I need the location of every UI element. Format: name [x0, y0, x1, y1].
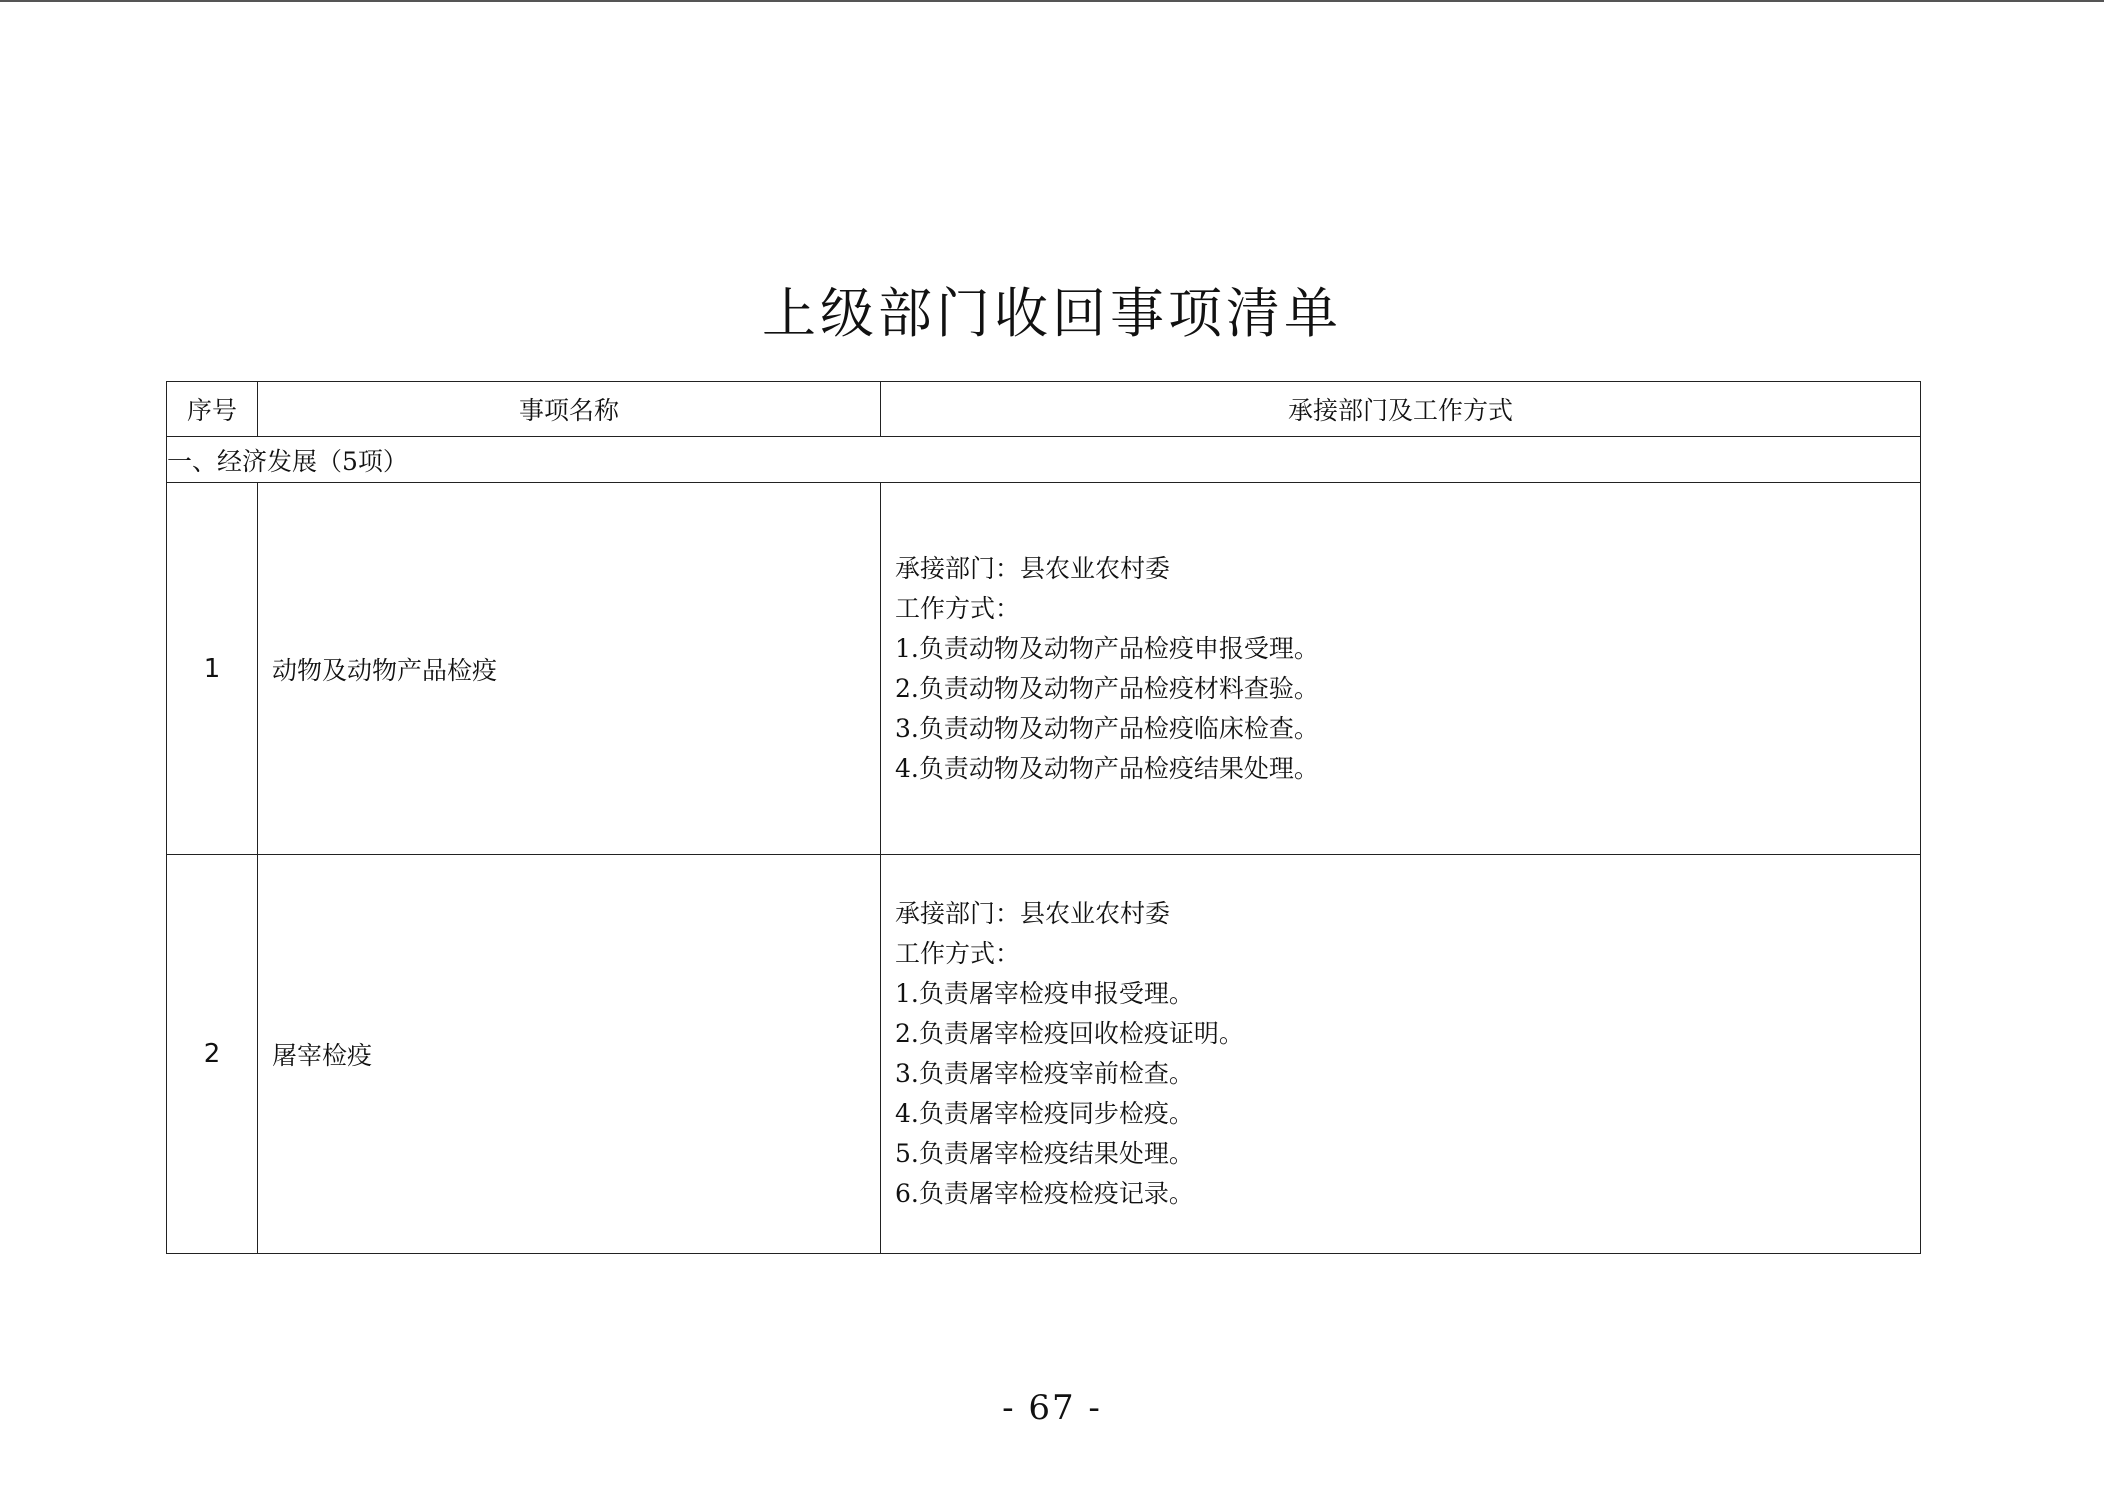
method-line: 承接部门：县农业农村委 — [895, 553, 1171, 583]
method-line: 工作方式： — [895, 593, 1021, 623]
method-line: 3.负责屠宰检疫宰前检查。 — [895, 1059, 1194, 1088]
method-line: 1.负责动物及动物产品检疫申报受理。 — [895, 633, 1319, 663]
method-line: 工作方式： — [895, 939, 1021, 968]
header-method: 承接部门及工作方式 — [881, 382, 1921, 437]
header-seq: 序号 — [167, 382, 258, 437]
method-line: 2.负责动物及动物产品检疫材料查验。 — [895, 673, 1319, 703]
section-row — [167, 437, 1921, 483]
method-line: 1.负责屠宰检疫申报受理。 — [895, 979, 1194, 1008]
row-method — [881, 483, 1921, 855]
header-name: 事项名称 — [258, 382, 881, 437]
section-label: 一、经济发展（5项） — [167, 437, 1921, 483]
top-border-rule — [0, 0, 2104, 2]
method-line: 4.负责动物及动物产品检疫结果处理。 — [895, 753, 1319, 783]
method-line: 2.负责屠宰检疫回收检疫证明。 — [895, 1019, 1244, 1048]
method-line: 6.负责屠宰检疫检疫记录。 — [895, 1179, 1194, 1208]
row-seq: 1 — [167, 483, 258, 855]
row-seq: 2 — [167, 855, 258, 1254]
table-row — [167, 855, 1921, 1254]
row-method — [881, 855, 1921, 1254]
method-line: 4.负责屠宰检疫同步检疫。 — [895, 1099, 1194, 1128]
method-line: 5.负责屠宰检疫结果处理。 — [895, 1139, 1194, 1168]
document-title: 上级部门收回事项清单 — [762, 282, 1342, 346]
row-name: 屠宰检疫 — [258, 855, 881, 1254]
page-number: - 67 - — [1002, 1388, 1102, 1428]
table-header-row — [167, 382, 1921, 437]
method-line: 3.负责动物及动物产品检疫临床检查。 — [895, 713, 1319, 743]
table-row — [167, 483, 1921, 855]
method-line: 承接部门：县农业农村委 — [895, 899, 1171, 928]
matters-table — [166, 381, 1921, 1254]
row-name: 动物及动物产品检疫 — [258, 483, 881, 855]
